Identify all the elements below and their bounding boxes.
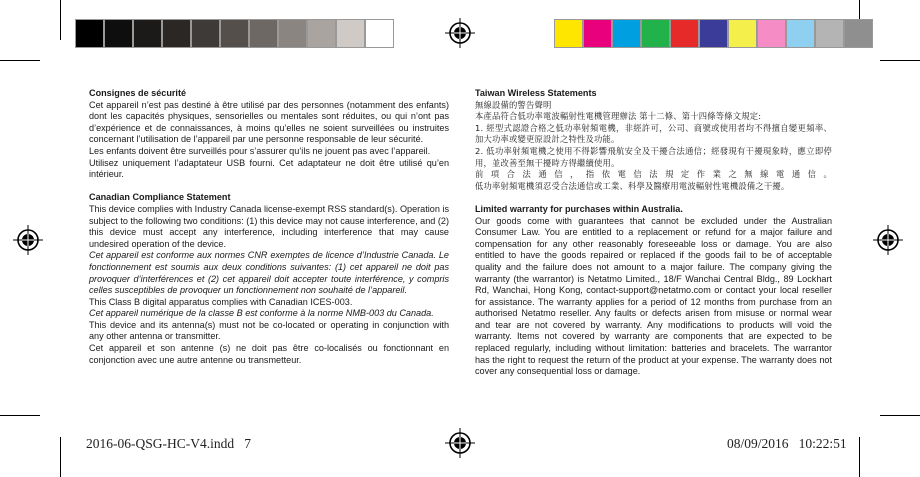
process-color-bar [554, 19, 873, 48]
canada-paragraph-french: Cet appareil est conforme aux normes CNR exemptes de licence d’Industrie Canada. Le fonctionnement est soumis aux deux conditions suivantes: (1) cet appareil ne doit pas provoquer d’interférences et (2) cet appareil doit accepter toute interférence, y compris celles susceptibles de provoquer un fonctionnement non souhaité de l’appareil. [89, 250, 449, 296]
file-slug: 2016-06-QSG-HC-V4.indd 7 [86, 436, 251, 451]
crop-mark [60, 0, 61, 40]
taiwan-heading: Taiwan Wireless Statements [475, 88, 597, 98]
crop-mark [60, 437, 61, 477]
taiwan-line: 低功率射頻電機須忍受合法通信或工業、科學及醫療用電波輻射性電機設備之干擾。 [475, 180, 790, 191]
taiwan-line: 1. 經型式認證合格之低功率射頻電機，非經許可，公司、商號或使用者均不得擅自變更頻率、加大功率或變更原設計之特性及功能。 [475, 122, 832, 145]
crop-mark [0, 60, 40, 61]
warranty-paragraph: Our goods come with guarantees that cannot be excluded under the Australian Consumer Law. You are entitled to a replacement or refund for a major failure and compensation for any other reasonably foreseeable loss or damage. You are also entitled to have the goods repaired or replaced if the goods fail to be of acceptable quality and the failure does not amount to a major failure. The company giving the warranty (the warrantor) is Netatmo Limited., 18/F Wanchai Central Bldg., 89 Lockhart Rd, Wanchai, Hong Kong, contact-support@netatmo.com or contact your local reseller for assistance. The warranty applies for a period of 12 months from purchase from an authorised Netatmo reseller. Any faults or defects arisen from misuse or normal wear and tear are not covered by warranty. Any modifications to products will void the warranty. Items not covered by warranty are components that are expected to be replaced regularly, including without limitation: batteries and bracelets. The warrantor has the right to request the return of the product at your expense. The warranty does not cover any consequential loss or damage. [475, 215, 832, 377]
crop-mark [880, 415, 920, 416]
canada-paragraph: This Class B digital apparatus complies with Canadian ICES-003. [89, 296, 353, 307]
color-swatch [307, 19, 336, 48]
color-swatch [104, 19, 133, 48]
safety-paragraph: Cet appareil n’est pas destiné à être utilisé par des personnes (notamment des enfants) dont les capacités physiques, sensorielles ou mentales sont réduites, ou qui n’ont pas d’expérience et de connaissances, à moins qu’elles ne soient surveillées ou instruites concernant l’utilisation de l’appareil par une personne responsable de leur sécurité. [89, 99, 449, 145]
color-swatch [815, 19, 844, 48]
crop-mark [0, 415, 40, 416]
color-swatch [191, 19, 220, 48]
color-swatch [612, 19, 641, 48]
color-swatch [220, 19, 249, 48]
color-swatch [162, 19, 191, 48]
color-swatch [699, 19, 728, 48]
color-swatch [133, 19, 162, 48]
right-column [475, 88, 832, 378]
canada-paragraph-french: Cet appareil numérique de la classe B est conforme à la norme NMB-003 du Canada. [89, 308, 434, 319]
safety-paragraph: Utilisez uniquement l’adaptateur USB fourni. Cet adaptateur ne doit être utilisé qu’en intérieur. [89, 157, 449, 180]
registration-target-icon [13, 225, 43, 255]
taiwan-line: 2. 低功率射頻電機之使用不得影響飛航安全及干擾合法通信；經發現有干擾現象時，應立即停用，並改善至無干擾時方得繼續使用。 [475, 145, 832, 168]
color-swatch [786, 19, 815, 48]
taiwan-line: 無線設備的警告聲明 [475, 99, 552, 110]
warranty-heading: Limited warranty for purchases within Australia. [475, 203, 683, 214]
color-swatch [641, 19, 670, 48]
color-swatch [75, 19, 104, 48]
color-swatch [336, 19, 365, 48]
canada-paragraph: This device complies with Industry Canada license-exempt RSS standard(s). Operation is subject to the following two conditions: (1) this device may not cause interference, and (2) this device must accept any interference, including interference that may cause undesired operation of the device. [89, 203, 449, 249]
color-swatch [365, 19, 394, 48]
registration-target-icon [445, 428, 475, 458]
color-swatch [249, 19, 278, 48]
color-swatch [844, 19, 873, 48]
date-slug: 08/09/2016 10:22:51 [727, 436, 847, 451]
color-swatch [554, 19, 583, 48]
color-swatch [278, 19, 307, 48]
color-swatch [670, 19, 699, 48]
crop-mark [880, 60, 920, 61]
color-swatch [728, 19, 757, 48]
color-swatch [757, 19, 786, 48]
safety-paragraph: Les enfants doivent être surveillés pour s’assurer qu’ils ne jouent pas avec l’appareil. [89, 145, 431, 156]
registration-target-icon [445, 18, 475, 48]
crop-mark [859, 437, 860, 477]
color-swatch [583, 19, 612, 48]
safety-heading: Consignes de sécurité [89, 88, 187, 98]
canada-paragraph: This device and its antenna(s) must not be co-located or operating in conjunction with any other antenna or transmitter. [89, 319, 449, 342]
canada-heading: Canadian Compliance Statement [89, 192, 231, 203]
taiwan-line: 本產品符合低功率電波輻射性電機管理辦法 第十二條、第十四條等條文規定: [475, 111, 762, 122]
taiwan-line: 前項合法通信，指依電信法規定作業之無線電通信。 [475, 169, 832, 180]
registration-target-icon [873, 225, 903, 255]
gray-color-bar [75, 19, 394, 48]
left-column [89, 88, 449, 366]
canada-paragraph: Cet appareil et son antenne (s) ne doit pas être co-localisés ou fonctionnant en conjonction avec une autre antenne ou transmetteur. [89, 343, 449, 365]
